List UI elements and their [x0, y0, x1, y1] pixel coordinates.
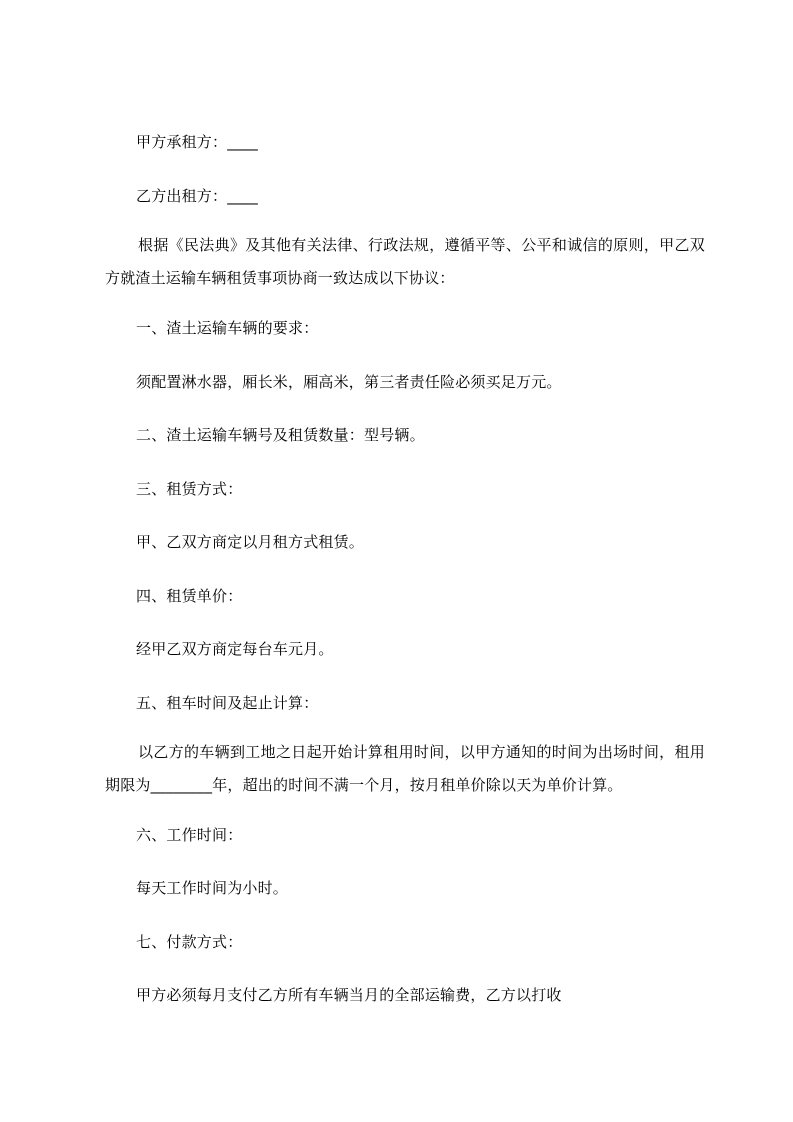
section-7-heading: 七、付款方式：	[136, 933, 243, 951]
preamble-paragraph: 根据《民法典》及其他有关法律、行政法规，遵循平等、公平和诚信的原则，甲乙双方就渣土运输车辆租赁事项协商一致达成以下协议：	[105, 236, 705, 287]
section-4-body: 经甲乙双方商定每台车元月。	[136, 640, 334, 658]
section-4-heading: 四、租赁单价：	[136, 587, 243, 605]
party-b-line: 乙方出租方：____	[136, 187, 259, 205]
section-3-heading: 三、租赁方式：	[136, 480, 243, 498]
section-6-body: 每天工作时间为小时。	[136, 879, 289, 897]
party-a-line: 甲方承租方：____	[136, 133, 259, 151]
section-5-body: 以乙方的车辆到工地之日起开始计算租用时间，以甲方通知的时间为出场时间，租用期限为________年，超出的时间不满一个月，按月租单价除以天为单价计算。	[105, 743, 705, 794]
section-5-heading: 五、租车时间及起止计算：	[136, 694, 319, 712]
section-1-body: 须配置淋水器，厢长米，厢高米，第三者责任险必须买足万元。	[136, 373, 562, 391]
section-1-heading: 一、渣土运输车辆的要求：	[136, 319, 319, 337]
section-3-body: 甲、乙双方商定以月租方式租赁。	[136, 533, 365, 551]
section-2-heading: 二、渣土运输车辆号及租赁数量：型号辆。	[136, 426, 425, 444]
section-6-heading: 六、工作时间：	[136, 826, 243, 844]
section-7-body: 甲方必须每月支付乙方所有车辆当月的全部运输费，乙方以打收	[136, 986, 562, 1004]
